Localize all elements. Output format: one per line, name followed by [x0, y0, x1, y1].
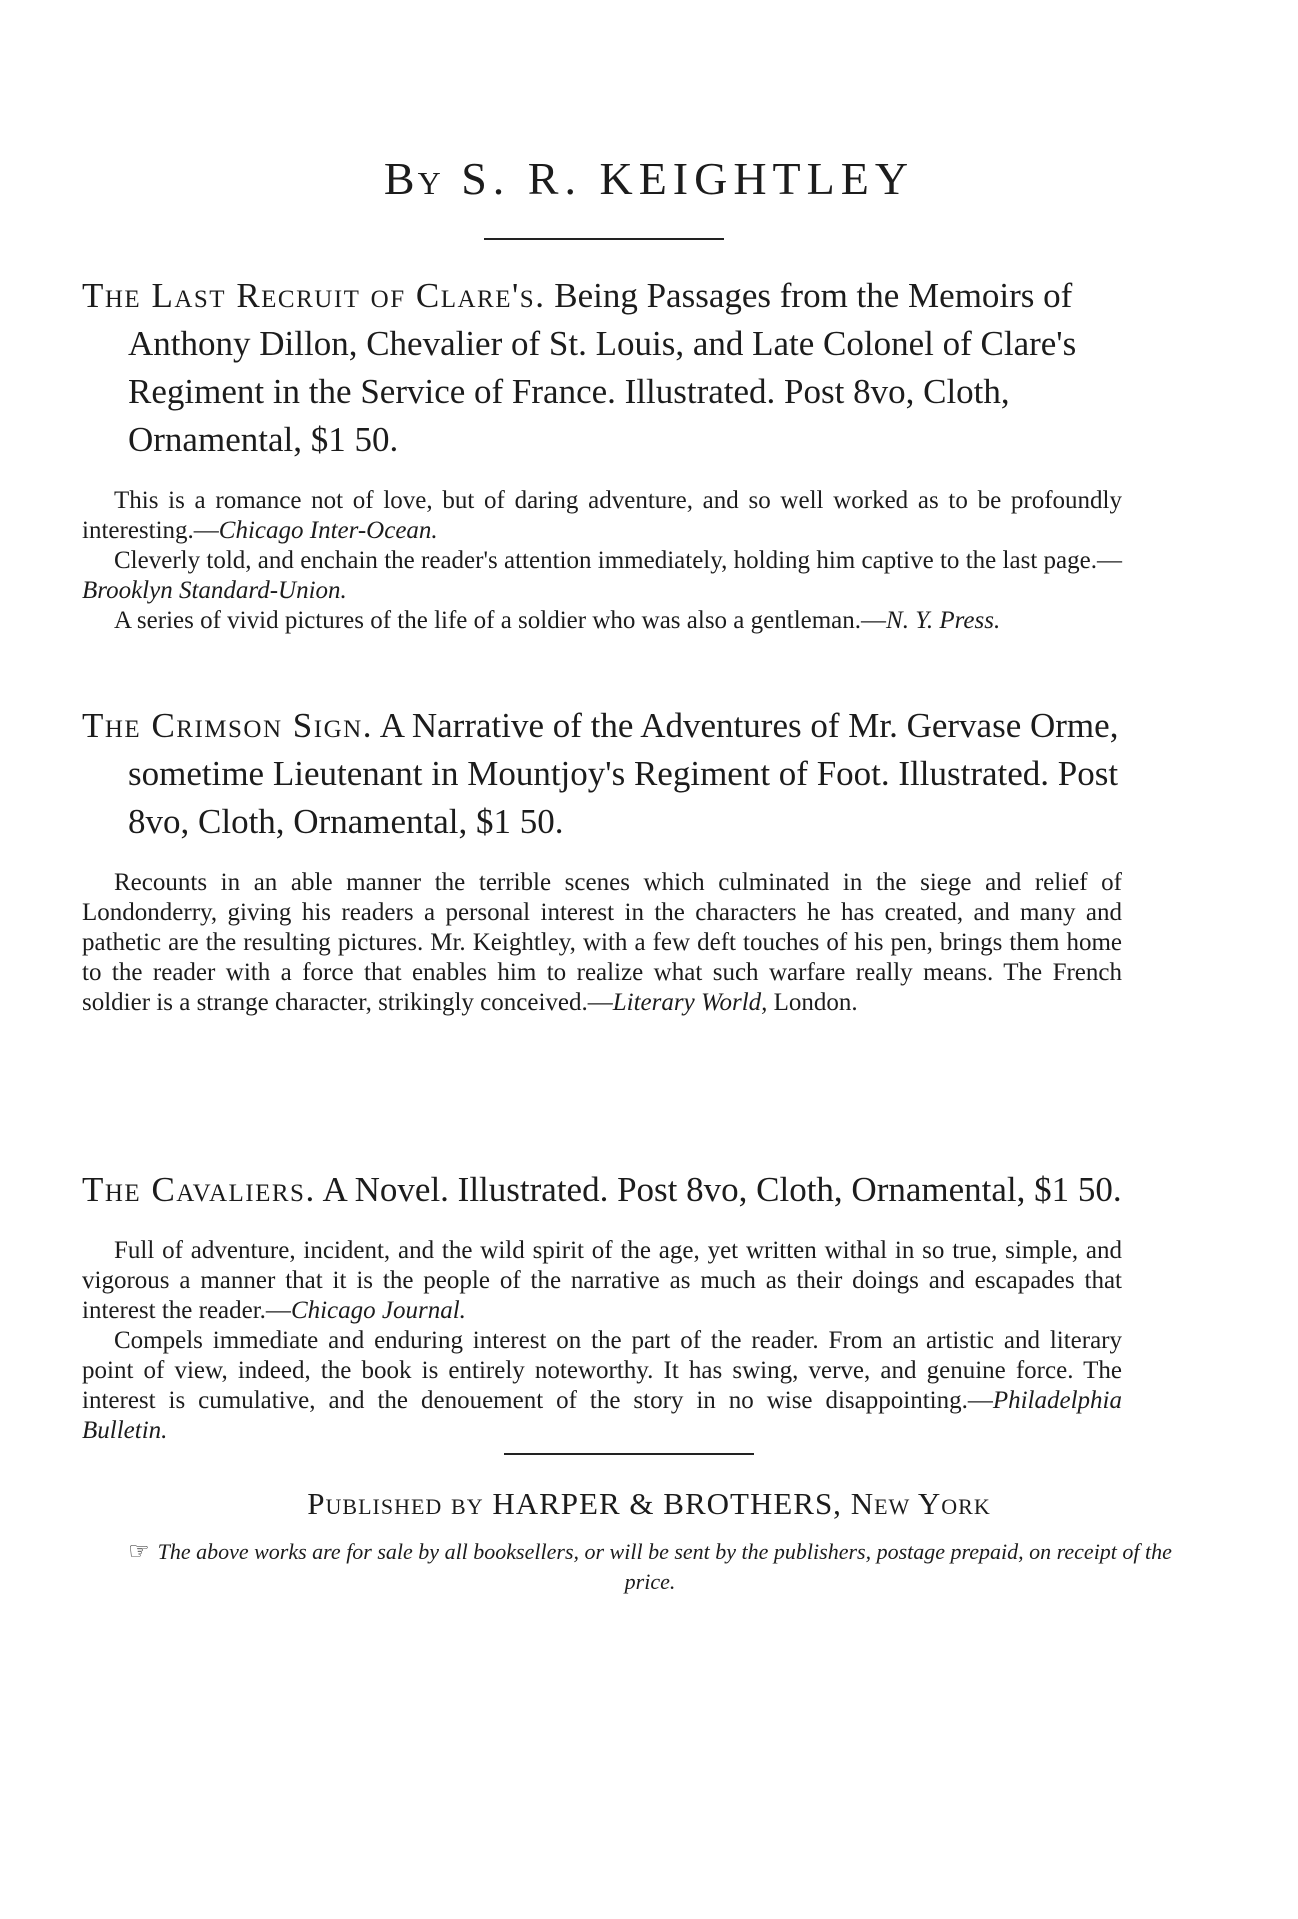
review-source: Chicago Journal. — [290, 1297, 466, 1324]
book-heading — [82, 702, 1122, 846]
review — [82, 868, 1122, 1018]
review-text: Cleverly told, and enchain the reader's attention immediately, holding him captive to the last page.— — [114, 547, 1122, 574]
published-by-label: Published by — [307, 1486, 484, 1521]
review-source: Literary World, — [612, 989, 768, 1016]
publisher-city: New York — [850, 1486, 991, 1521]
review-text: Full of adventure, incident, and the wild spirit of the age, yet written withal in so true, simple, and vigorous a manner that it is the people of the narrative as much as their doings and escapades that interest the reader.— — [82, 1237, 1122, 1324]
book-entry-last-recruit — [82, 272, 1122, 636]
page-title — [0, 152, 1298, 205]
review-source: Chicago Inter-Ocean. — [218, 517, 438, 544]
review-text: A series of vivid pictures of the life of a soldier who was also a gentleman.— — [114, 607, 887, 634]
review — [82, 1236, 1122, 1326]
review — [82, 546, 1122, 606]
book-entry-cavaliers — [82, 1166, 1122, 1446]
book-description: Being Passages from the Memoirs of Anthony Dillon, Chevalier of St. Louis, and Late Colonel of Clare's Regiment in the Service of France. Illustrated. Post 8vo, Cloth, Ornamental, $1 50. — [128, 276, 1077, 459]
review-text: Compels immediate and enduring interest on the part of the reader. From an artistic and literary point of view, indeed, the book is entirely noteworthy. It has swing, verve, and genuine force. The interest is cumulative, and the denouement of the story in no wise disappointing.— — [82, 1327, 1122, 1414]
review-source: Brooklyn Standard-Union. — [82, 577, 347, 604]
book-entry-crimson-sign — [82, 702, 1122, 1018]
title-by: By — [383, 153, 444, 204]
book-title: The Cavaliers. — [82, 1170, 316, 1209]
book-heading — [82, 272, 1122, 464]
review — [82, 1326, 1122, 1446]
book-title: The Last Recruit of Clare's. — [82, 276, 546, 315]
title-author: S. R. KEIGHTLEY — [461, 153, 915, 204]
sale-notice-text: The above works are for sale by all booksellers, or will be sent by the publishers, postage prepaid, on receipt of the price. — [157, 1539, 1172, 1594]
pointing-hand-icon: ☞ — [128, 1539, 150, 1565]
title-divider — [484, 238, 724, 240]
book-description: A Narrative of the Adventures of Mr. Gervase Orme, sometime Lieutenant in Mountjoy's Regiment of Foot. Illustrated. Post 8vo, Cloth, Ornamental, $1 50. — [128, 706, 1119, 841]
review-source: N. Y. Press. — [886, 607, 1001, 634]
footer-divider — [504, 1453, 754, 1455]
book-title: The Crimson Sign. — [82, 706, 373, 745]
review-text: Recounts in an able manner the terrible scenes which culminated in the siege and relief of Londonderry, giving his readers a personal interest in the characters he has created, and many and pathetic are the resulting pictures. Mr. Keightley, with a few deft touches of his pen, brings them home to the reader with a force that enables him to realize what such warfare really means. The French soldier is a strange character, strikingly conceived.— — [82, 869, 1122, 1016]
review — [82, 606, 1122, 636]
sale-notice — [110, 1537, 1190, 1597]
book-description: A Novel. Illustrated. Post 8vo, Cloth, Ornamental, $1 50. — [322, 1170, 1122, 1209]
publisher-name: HARPER & BROTHERS, — [492, 1486, 842, 1521]
review-source-suffix: London. — [767, 989, 858, 1016]
book-heading — [82, 1166, 1122, 1214]
review-text: This is a romance not of love, but of daring adventure, and so well worked as to be profoundly interesting.— — [82, 487, 1122, 544]
review-source: Philadelphia Bulletin. — [82, 1387, 1122, 1444]
publisher-line — [0, 1486, 1298, 1522]
review — [82, 486, 1122, 546]
